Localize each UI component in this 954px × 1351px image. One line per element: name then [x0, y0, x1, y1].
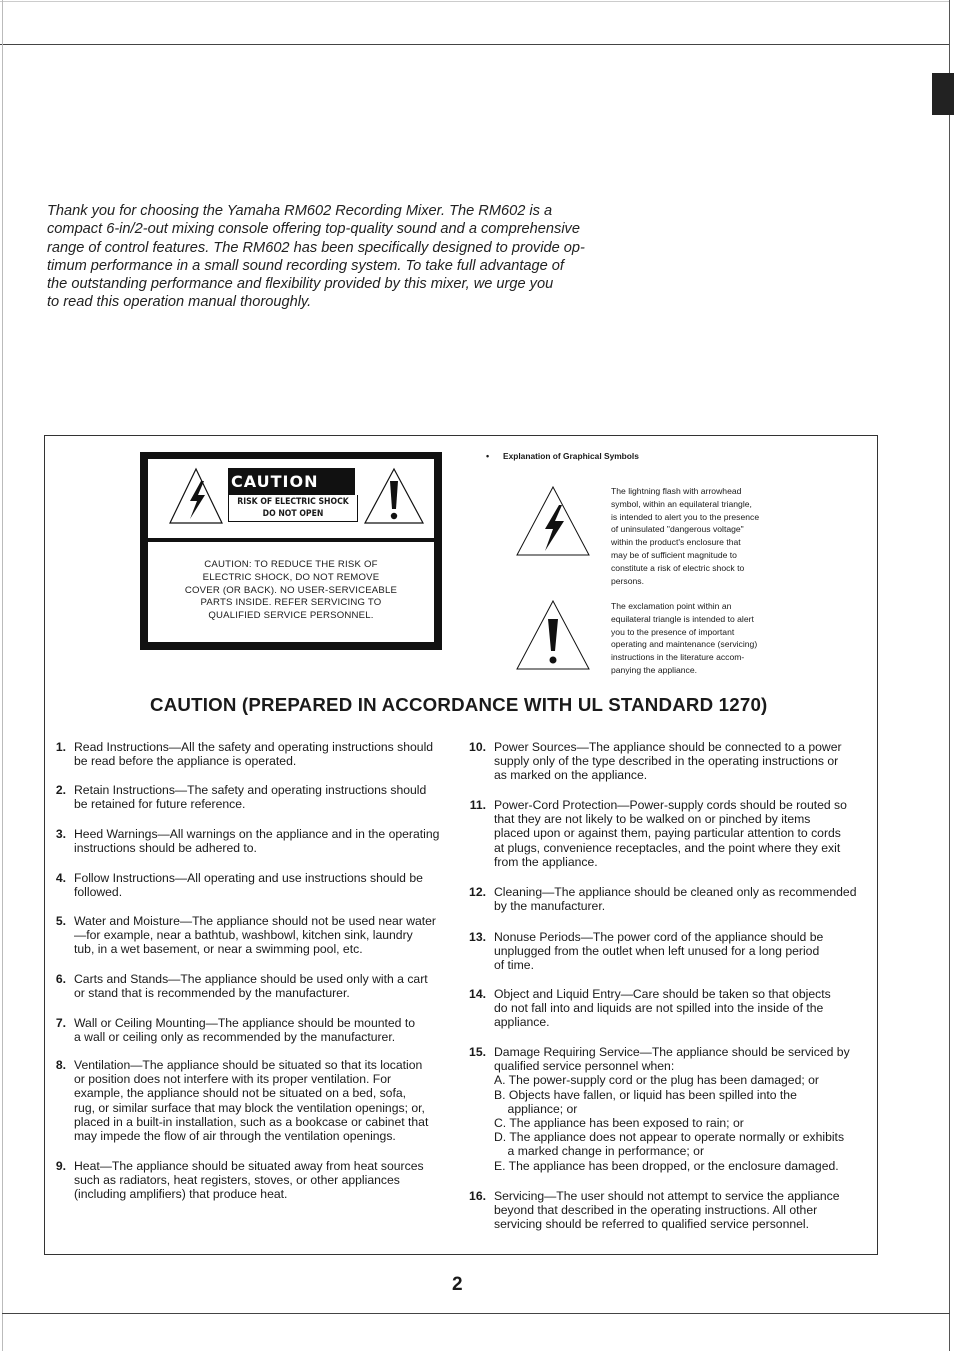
item-line: Object and Liquid Entry—Care should be taken so that objects	[494, 987, 831, 1001]
item-line: be read before the appliance is operated.	[74, 754, 297, 769]
item-line: placed in a built-in installation, such as a bookcase or cabinet that	[74, 1114, 429, 1129]
item-number: 15.	[469, 1045, 486, 1059]
item-line: as marked on the appliance.	[494, 768, 648, 783]
lightning-warning-icon	[168, 467, 224, 525]
intro-line: timum performance in a small sound recording system. To take full advantage of	[47, 257, 564, 274]
left-margin-rule	[2, 0, 3, 1351]
lightning-explanation-line: persons.	[611, 575, 644, 586]
lightning-explanation-line: symbol, within an equilateral triangle,	[611, 498, 752, 509]
item-line: from the appliance.	[494, 854, 598, 869]
caution-body-text	[160, 559, 422, 623]
caution-sub-line: RISK OF ELECTRIC SHOCK	[237, 497, 349, 507]
exclamation-explanation-line: The exclamation point within an	[611, 601, 732, 611]
item-number: 11.	[469, 798, 486, 812]
exclamation-warning-icon	[363, 467, 425, 525]
item-number: 9.	[55, 1159, 66, 1173]
item-line: D. The appliance does not appear to operate normally or exhibits	[494, 1130, 845, 1145]
item-number: 16.	[469, 1189, 486, 1203]
item-number: 2.	[55, 783, 66, 797]
item-number: 5.	[55, 914, 66, 928]
intro-line: compact 6-in/2-out mixing console offering top-quality sound and a comprehensive	[47, 221, 580, 238]
item-line: at plugs, convenience receptacles, and the point where they exit	[494, 840, 841, 855]
thumb-index-tab	[932, 73, 954, 115]
lightning-explanation	[611, 485, 811, 587]
ul-caution-heading: CAUTION (PREPARED IN ACCORDANCE WITH UL STANDARD 1270)	[150, 694, 768, 715]
lightning-explanation-line: is intended to alert you to the presence	[611, 511, 760, 522]
item-line: Nonuse Periods—The power cord of the appliance should be	[494, 930, 824, 944]
item-number: 1.	[55, 740, 66, 754]
item-line: be retained for future reference.	[74, 797, 246, 812]
bullet-icon: •	[486, 451, 490, 461]
item-number: 4.	[55, 871, 66, 885]
item-line: do not fall into and liquids are not spilled into the inside of the	[494, 1001, 824, 1016]
item-number: 14.	[469, 987, 486, 1001]
item-line: may impede the flow of air through the ventilation openings.	[74, 1129, 396, 1144]
item-line: supply only of the type described in the operating instructions or	[494, 754, 839, 769]
item-number: 12.	[469, 885, 486, 899]
item-line: Damage Requiring Service—The appliance should be serviced by	[494, 1045, 850, 1059]
caution-body-line: CAUTION: TO REDUCE THE RISK OF	[204, 559, 378, 570]
intro-line: Thank you for choosing the Yamaha RM602 Recording Mixer. The RM602 is a	[47, 203, 553, 219]
item-number: 3.	[55, 827, 66, 841]
exclamation-explanation-line: equilateral triangle is intended to alert	[611, 613, 754, 624]
exclamation-triangle-icon	[515, 599, 591, 671]
item-line: qualified service personnel when:	[494, 1059, 675, 1074]
item-line: Water and Moisture—The appliance should not be used near water	[74, 914, 436, 928]
item-line: a wall or ceiling only as recommended by the manufacturer.	[74, 1030, 396, 1045]
lightning-explanation-line: may be of sufficient magnitude to	[611, 549, 737, 560]
lightning-explanation-line: constitute a risk of electric shock to	[611, 562, 745, 573]
top-edge-line	[0, 1, 950, 2]
caution-title: CAUTION	[228, 468, 355, 495]
exclamation-explanation-line: you to the presence of important	[611, 626, 735, 637]
footer-rule	[2, 1313, 950, 1314]
item-line: example, the appliance should not be situated on a bed, sofa,	[74, 1086, 407, 1101]
item-line: Servicing—The user should not attempt to service the appliance	[494, 1189, 840, 1203]
item-line: of time.	[494, 958, 534, 973]
item-line: by the manufacturer.	[494, 899, 606, 914]
lightning-explanation-line: within the product's enclosure that	[611, 537, 741, 548]
lightning-explanation-line: of uninsulated "dangerous voltage"	[611, 524, 744, 535]
item-line: (including amplifiers) that produce heat.	[74, 1187, 288, 1202]
symbols-title: Explanation of Graphical Symbols	[503, 451, 639, 461]
item-line: Heat—The appliance should be situated away from heat sources	[74, 1159, 424, 1173]
caution-body-line: ELECTRIC SHOCK, DO NOT REMOVE	[202, 571, 380, 583]
item-line: instructions should be adhered to.	[74, 841, 257, 856]
item-line: tub, in a wet basement, or near a swimming pool, etc.	[74, 942, 363, 957]
item-number: 13.	[469, 930, 486, 944]
item-number: 6.	[55, 972, 66, 986]
item-line: Retain Instructions—The safety and operating instructions should	[74, 783, 427, 797]
item-line: Power-Cord Protection—Power-supply cords should be routed so	[494, 798, 847, 812]
intro-line: the outstanding performance and flexibility provided by this mixer, we urge you	[47, 276, 554, 293]
exclamation-explanation-line: panying the appliance.	[611, 664, 698, 675]
right-margin-rule	[949, 0, 950, 1351]
item-line: a marked change in performance; or	[494, 1144, 705, 1159]
caution-subtitle	[228, 495, 358, 522]
item-line: appliance; or	[494, 1101, 578, 1116]
item-line: E. The appliance has been dropped, or the enclosure damaged.	[494, 1158, 839, 1173]
lightning-triangle-icon	[515, 485, 591, 557]
item-line: followed.	[74, 885, 123, 900]
item-number: 10.	[469, 740, 486, 754]
exclamation-explanation	[611, 600, 811, 677]
item-line: Carts and Stands—The appliance should be used only with a cart	[74, 972, 428, 986]
item-line: —for example, near a bathtub, washbowl, kitchen sink, laundry	[74, 928, 413, 943]
caution-body-line: PARTS INSIDE. REFER SERVICING TO	[200, 597, 382, 609]
item-line: that they are not likely to be walked on or pinched by items	[494, 812, 811, 827]
item-line: Power Sources—The appliance should be connected to a power	[494, 740, 842, 754]
item-line: Ventilation—The appliance should be situated so that its location	[74, 1058, 423, 1072]
item-line: Cleaning—The appliance should be cleaned only as recommended	[494, 885, 857, 899]
page-number: 2	[452, 1274, 463, 1295]
item-line: rug, or similar surface that may block the ventilation openings; or,	[74, 1100, 425, 1115]
intro-paragraph	[47, 202, 627, 312]
exclamation-explanation-line: instructions in the literature accom-	[611, 652, 745, 663]
intro-line: to read this operation manual thoroughly.	[47, 294, 312, 311]
item-line: Wall or Ceiling Mounting—The appliance should be mounted to	[74, 1016, 415, 1030]
item-line: Heed Warnings—All warnings on the appliance and in the operating	[74, 827, 440, 841]
item-line: beyond that described in the operating instructions. All other	[494, 1203, 818, 1218]
item-number: 7.	[55, 1016, 66, 1030]
item-line: appliance.	[494, 1015, 550, 1030]
item-line: such as radiators, heat registers, stoves, or other appliances	[74, 1173, 400, 1188]
header-rule	[0, 44, 950, 45]
item-number: 8.	[55, 1058, 66, 1072]
item-line: B. Objects have fallen, or liquid has been spilled into the	[494, 1087, 797, 1102]
item-line: or position does not interfere with its proper ventilation. For	[74, 1072, 392, 1087]
item-line: unplugged from the outlet when left unused for a long period	[494, 944, 820, 959]
item-line: C. The appliance has been exposed to rain; or	[494, 1116, 744, 1131]
caution-body-line: COVER (OR BACK). NO USER-SERVICEABLE	[184, 584, 398, 596]
item-line: A. The power-supply cord or the plug has been damaged; or	[494, 1073, 819, 1088]
item-line: placed upon or against them, paying particular attention to cords	[494, 826, 841, 841]
exclamation-explanation-line: operating and maintenance (servicing)	[611, 639, 758, 650]
caution-sub-line: DO NOT OPEN	[262, 509, 324, 519]
item-line: servicing should be referred to qualified service personnel.	[494, 1217, 810, 1232]
intro-line: range of control features. The RM602 has been specifically designed to provide op-	[47, 239, 585, 256]
caution-body-line: QUALIFIED SERVICE PERSONNEL.	[208, 610, 374, 622]
item-line: Follow Instructions—All operating and use instructions should be	[74, 871, 423, 885]
item-line: or stand that is recommended by the manufacturer.	[74, 986, 350, 1001]
item-line: Read Instructions—All the safety and operating instructions should	[74, 740, 434, 754]
lightning-explanation-line: The lightning flash with arrowhead	[611, 486, 742, 496]
